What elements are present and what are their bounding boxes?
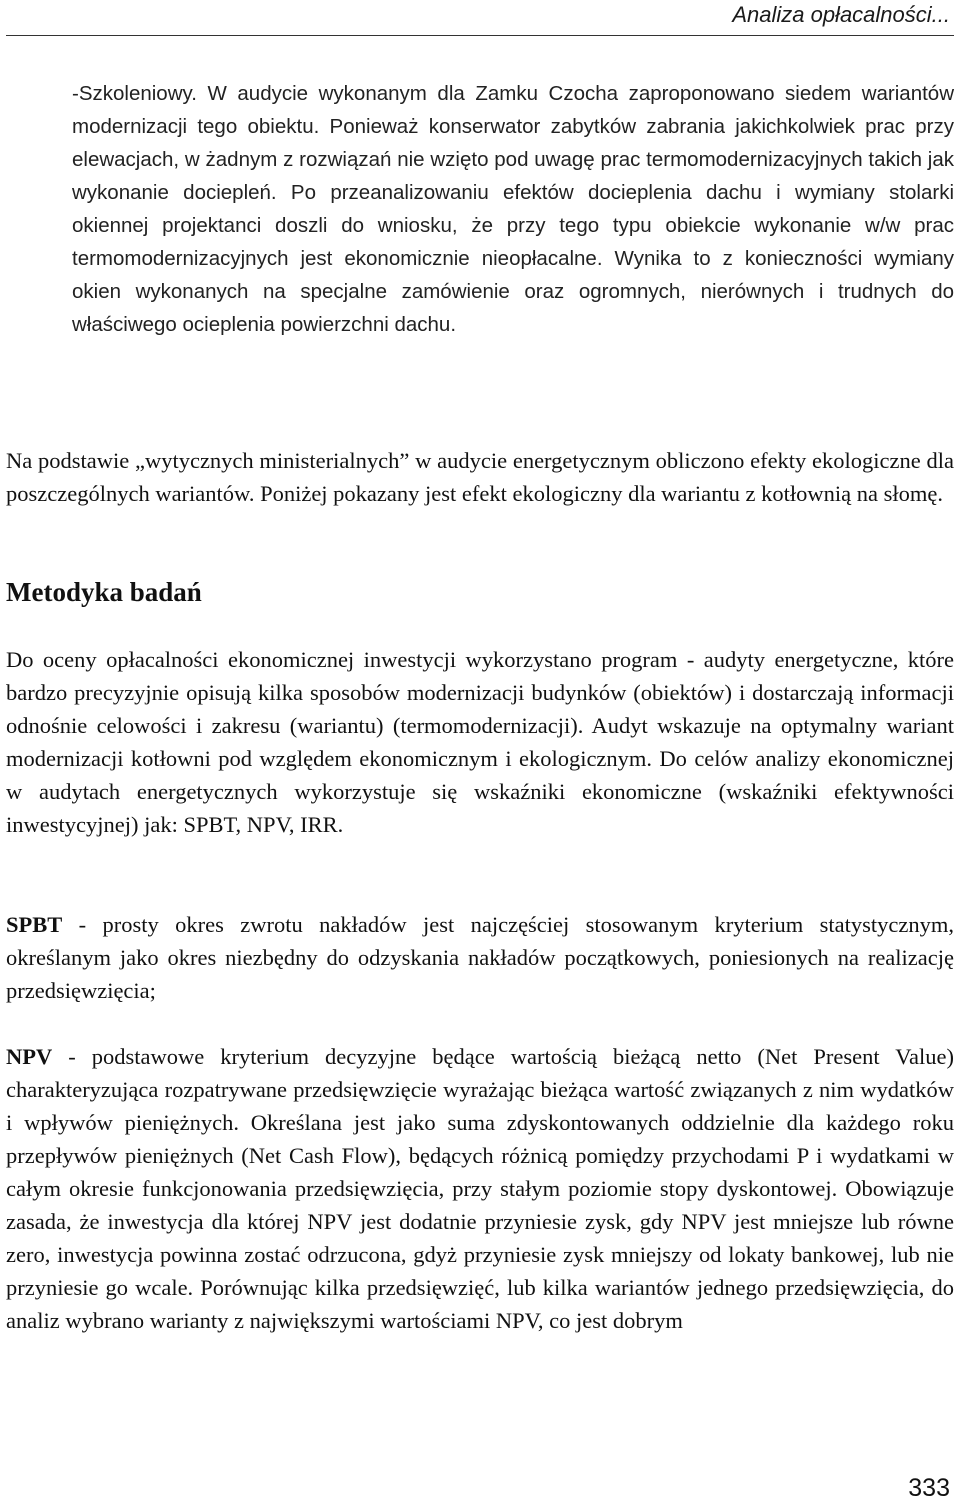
section-heading: Metodyka badań: [6, 577, 202, 607]
paragraph-spbt: [6, 908, 954, 1007]
header-rule: [6, 35, 954, 36]
npv-definition: - podstawowe kryterium decyzyjne będące wartością bieżącą netto (Net Present Value) charakteryzująca rozpatrywane przedsięwzięcie wyrażając bieżąca wartość związanych z nim wydatków i wpływów pieniężnych. Określana jest jako suma zdyskontowanych oddzielnie dla każdego roku przepływów pieniężnych (Net Cash Flow), będących różnicą pomiędzy przychodami P i wydatkami w całym okresie funkcjonowania przedsięwzięcia, przy stałym poziomie stopy dyskontowej. Obowiązuje zasada, że inwestycja dla której NPV jest dodatnie przyniesie zysk, gdy NPV jest mniejsze lub równe zero, inwestycja powinna zostać odrzucona, gdyż przyniesie zysk mniejszy od lokaty bankowej, lub nie przyniesie go wcale. Porównując kilka przedsięwzięć, lub kilka wariantów jednego przedsięwzięcia, do analiz wybrano warianty z największymi wartościami NPV, co jest dobrym: [6, 1044, 954, 1333]
paragraph-methodology: Do oceny opłacalności ekonomicznej inwestycji wykorzystano program - audyty energetyczne, które bardzo precyzyjnie opisują kilka sposobów modernizacji budynków (obiektów) i dostarczają informacji odnośnie celowości i zakresu (wariantu) (termomodernizacji). Audyt wskazuje na optymalny wariant modernizacji kotłowni pod względem ekonomicznym i ekologicznym. Do celów analizy ekonomicznej w audytach energetycznych wykorzystuje się wskaźniki ekonomiczne (wskaźniki efektywności inwestycyjnej) jak: SPBT, NPV, IRR.: [6, 647, 954, 837]
page-number: 333: [908, 1474, 950, 1502]
spbt-term: SPBT: [6, 912, 63, 937]
paragraph-ecological-effects: Na podstawie „wytycznych ministerialnych” w audycie energetycznym obliczono efekty ekologiczne dla poszczególnych wariantów. Poniżej pokazany jest efekt ekologiczny dla wariantu z kotłownią na słomę.: [6, 448, 954, 506]
paragraph-npv: [6, 1040, 954, 1337]
running-header-title: Analiza opłacalności...: [732, 2, 950, 27]
spbt-definition: - prosty okres zwrotu nakładów jest najczęściej stosowanym kryterium statystycznym, określanym jako okres niezbędny do odzyskania nakładów początkowych, poniesionych na realizację przedsięwzięcia;: [6, 912, 954, 1003]
paragraph-szkoleniowy: -Szkoleniowy. W audycie wykonanym dla Zamku Czocha zaproponowano siedem wariantów modernizacji tego obiektu. Ponieważ konserwator zabytków zabrania jakichkolwiek prac przy elewacjach, w żadnym z rozwiązań nie wzięto pod uwagę prac termomodernizacyjnych takich jak wykonanie dociepleń. Po przeanalizowaniu efektów docieplenia dachu i wymiany stolarki okiennej projektanci doszli do wniosku, że przy tego typu obiekcie wykonanie w/w prac termomodernizacyjnych jest ekonomicznie nieopłacalne. Wynika to z konieczności wymiany okien wykonanych na specjalne zamówienie oraz ogromnych, nierównych i trudnych do właściwego ocieplenia powierzchni dachu.: [72, 82, 954, 336]
npv-term: NPV: [6, 1044, 53, 1069]
